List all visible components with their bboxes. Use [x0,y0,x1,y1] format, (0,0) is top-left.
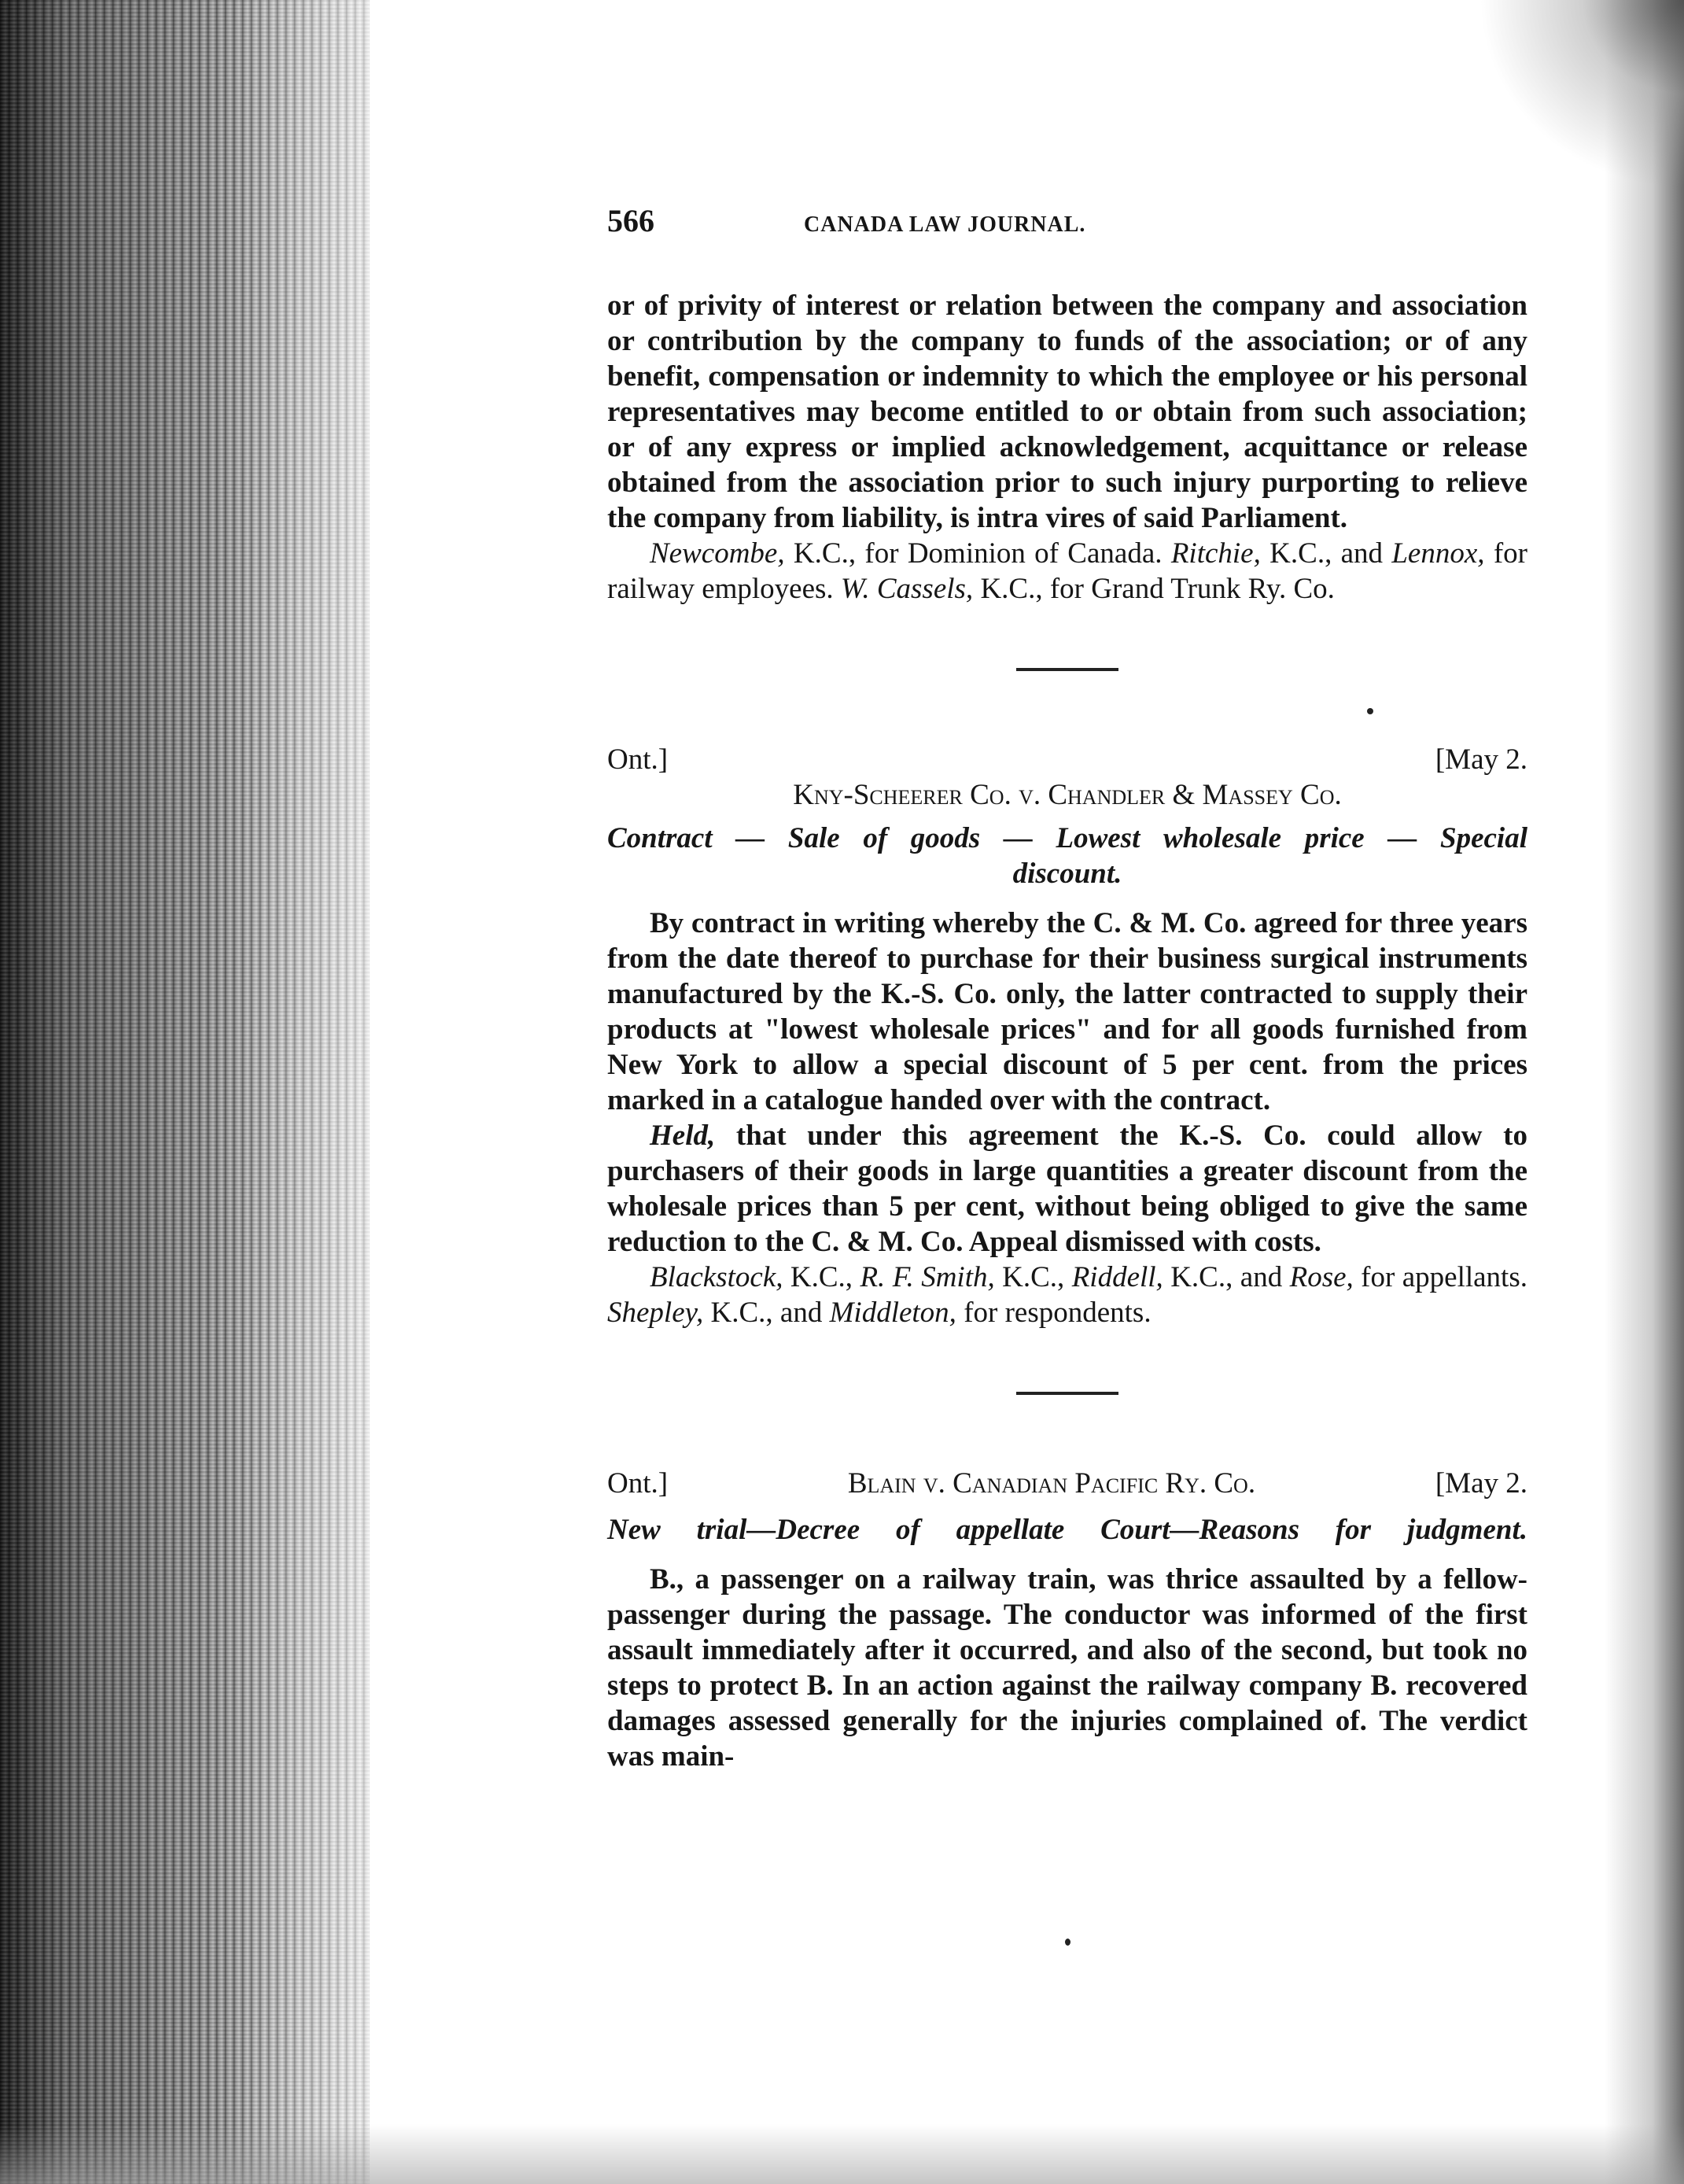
counsel-text: for appellants. [1353,1261,1527,1293]
spine-fade [236,0,425,2184]
case3-date: [May 2. [1435,1467,1527,1500]
counsel-name: W. Cassels, [840,573,974,605]
case1-continuation: or of privity of interest or relation between the company and association or contribution by the company to funds of the association; or of any benefit, compensation or indemnity to which the employee or his personal representatives may become entitled to or obtain from such association; or of any express or implied acknowledgement, acquittance or release obtained from the association prior to such injury purporting to relieve the company from liability, is intra vires of said Parliament. [607,290,1527,534]
bottom-edge-shadow [0,2124,1684,2184]
case2-title: Kny-Scheerer Co. v. Chandler & Massey Co. [793,779,1342,811]
counsel-text: for respondents. [956,1297,1152,1329]
counsel-name: Newcombe, [650,537,785,570]
case2-counsel [607,1260,1527,1330]
counsel-text: for railway employees. [607,537,1527,605]
counsel-name: Blackstock, [650,1261,783,1293]
journal-title: CANADA LAW JOURNAL. [804,212,1086,237]
case1-counsel [607,536,1527,607]
counsel-name: R. F. Smith, [860,1261,995,1293]
case3-header [607,1466,1527,1501]
counsel-name: Middleton, [829,1297,956,1329]
running-head [607,203,1527,242]
section-divider [1016,1392,1118,1395]
counsel-name: Shepley, [607,1297,704,1329]
counsel-text: K.C., and [1163,1261,1290,1293]
case3-facts: B., a passenger on a railway train, was thrice assaulted by a fellow-passenger during the passage. The conductor was informed of the first assault immediately after it occurred, and also of the second, but took no steps to protect B. In an action against the railway company B. recovered damages assessed generally for the injuries complained of. The verdict was main- [607,1563,1527,1773]
case2-header [607,742,1527,777]
counsel-text: K.C., [994,1261,1072,1293]
counsel-text: K.C., [783,1261,860,1293]
case2-court: Ont.] [607,743,669,776]
case2-headnote [607,821,1527,891]
ink-speck [1065,1939,1070,1946]
counsel-text: K.C., and [1260,537,1392,570]
counsel-name: Ritchie, [1170,537,1261,570]
case2-date: [May 2. [1435,743,1527,776]
counsel-text: K.C., and [703,1297,830,1329]
case2-held [607,1118,1527,1260]
held-text: that under this agreement the K.-S. Co. could allow to purchasers of their goods in large quantities a greater discount from the wholesale prices than 5 per cent, without being obliged to give the same reduction to the C. & M. Co. Appeal dismissed with costs. [607,1120,1527,1258]
corner-scan-noise [1479,0,1684,189]
case3-title: Blain v. Canadian Pacific Ry. Co. [847,1467,1256,1500]
counsel-name: Riddell, [1071,1261,1163,1293]
counsel-text: K.C., for Grand Trunk Ry. Co. [973,573,1335,605]
counsel-name: Rose, [1289,1261,1354,1293]
section-divider [1016,668,1118,671]
counsel-text: K.C., for Dominion of Canada. [784,537,1171,570]
case2-facts: By contract in writing whereby the C. & M. Co. agreed for three years from the date thereof to purchase for their business surgical instruments manufactured by the K.-S. Co. only, the latter contracted to supply their products at "lowest wholesale prices" and for all goods furnished from New York to allow a special discount of 5 per cent. from the prices marked in a catalogue handed over with the contract. [607,907,1527,1116]
case2-headnote-line2: discount. [1012,858,1122,890]
page-number: 566 [607,203,654,238]
case3-court: Ont.] [607,1467,669,1500]
page-edge-shadow [1605,0,1684,2184]
case2-headnote-line1: Contract — Sale of goods — Lowest wholesale price — Special [607,822,1527,854]
page-text [607,203,1527,1774]
case3-headnote: New trial—Decree of appellate Court—Reasons for judgment. [607,1514,1527,1546]
counsel-name: Lennox, [1391,537,1485,570]
held-label: Held, [650,1120,716,1152]
